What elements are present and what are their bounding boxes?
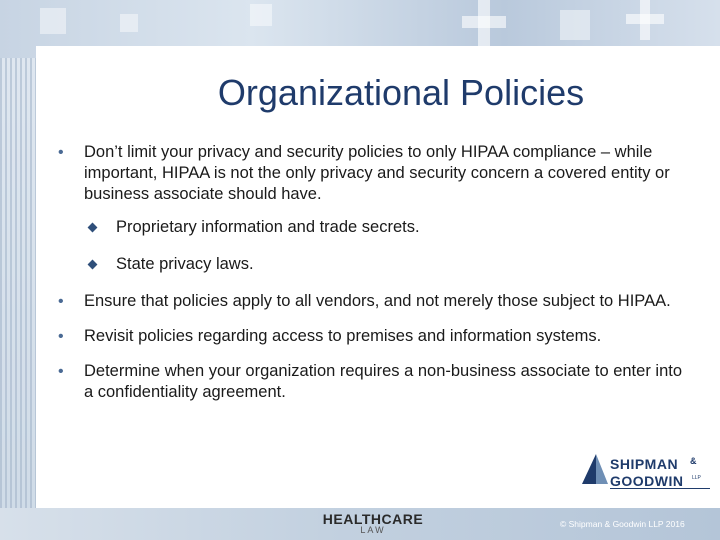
bullet-item [54,142,694,205]
logo-line2: GOODWIN [610,473,684,489]
sub-bullet-text: Proprietary information and trade secrets. [116,218,420,236]
sub-bullet-item [54,254,694,275]
logo-ampersand: & [690,456,697,466]
copyright-text: © Shipman & Goodwin LLP 2016 [560,519,685,529]
slide-title: Organizational Policies [217,72,585,113]
shipman-goodwin-logo [582,452,714,494]
logo-mark-icon [582,452,608,486]
bullet-item [54,361,694,403]
logo-rule [610,488,710,493]
bullet-item [54,326,694,347]
bullet-dot-icon: • [58,144,64,161]
brand-top: HEALTHCARE [322,511,424,527]
bullet-dot-icon: • [58,293,64,310]
bullet-item [54,291,694,312]
sub-bullet-text: State privacy laws. [116,255,254,273]
healthcare-law-brand [320,511,426,535]
diamond-bullet-icon [88,260,98,270]
diamond-bullet-icon [88,223,98,233]
bullet-dot-icon: • [58,328,64,345]
brand-bottom: LAW [360,525,386,535]
left-decoration [0,58,36,528]
bullet-text: Revisit policies regarding access to premises and information systems. [84,327,602,345]
logo-llp: LLP [692,475,701,481]
bullet-text: Ensure that policies apply to all vendors, and not merely those subject to HIPAA. [84,292,671,310]
bullet-dot-icon: • [58,363,64,380]
bullet-text: Determine when your organization requires a non-business associate to enter into a confidentiality agreement. [84,362,683,401]
logo-line1: SHIPMAN [610,456,679,472]
bullet-list [54,142,694,403]
slide-content [36,46,720,508]
bullet-text: Don’t limit your privacy and security policies to only HIPAA compliance – while important, HIPAA is not the only privacy and security concern a covered entity or business associate should have. [84,143,670,203]
sub-bullet-item [54,217,694,238]
